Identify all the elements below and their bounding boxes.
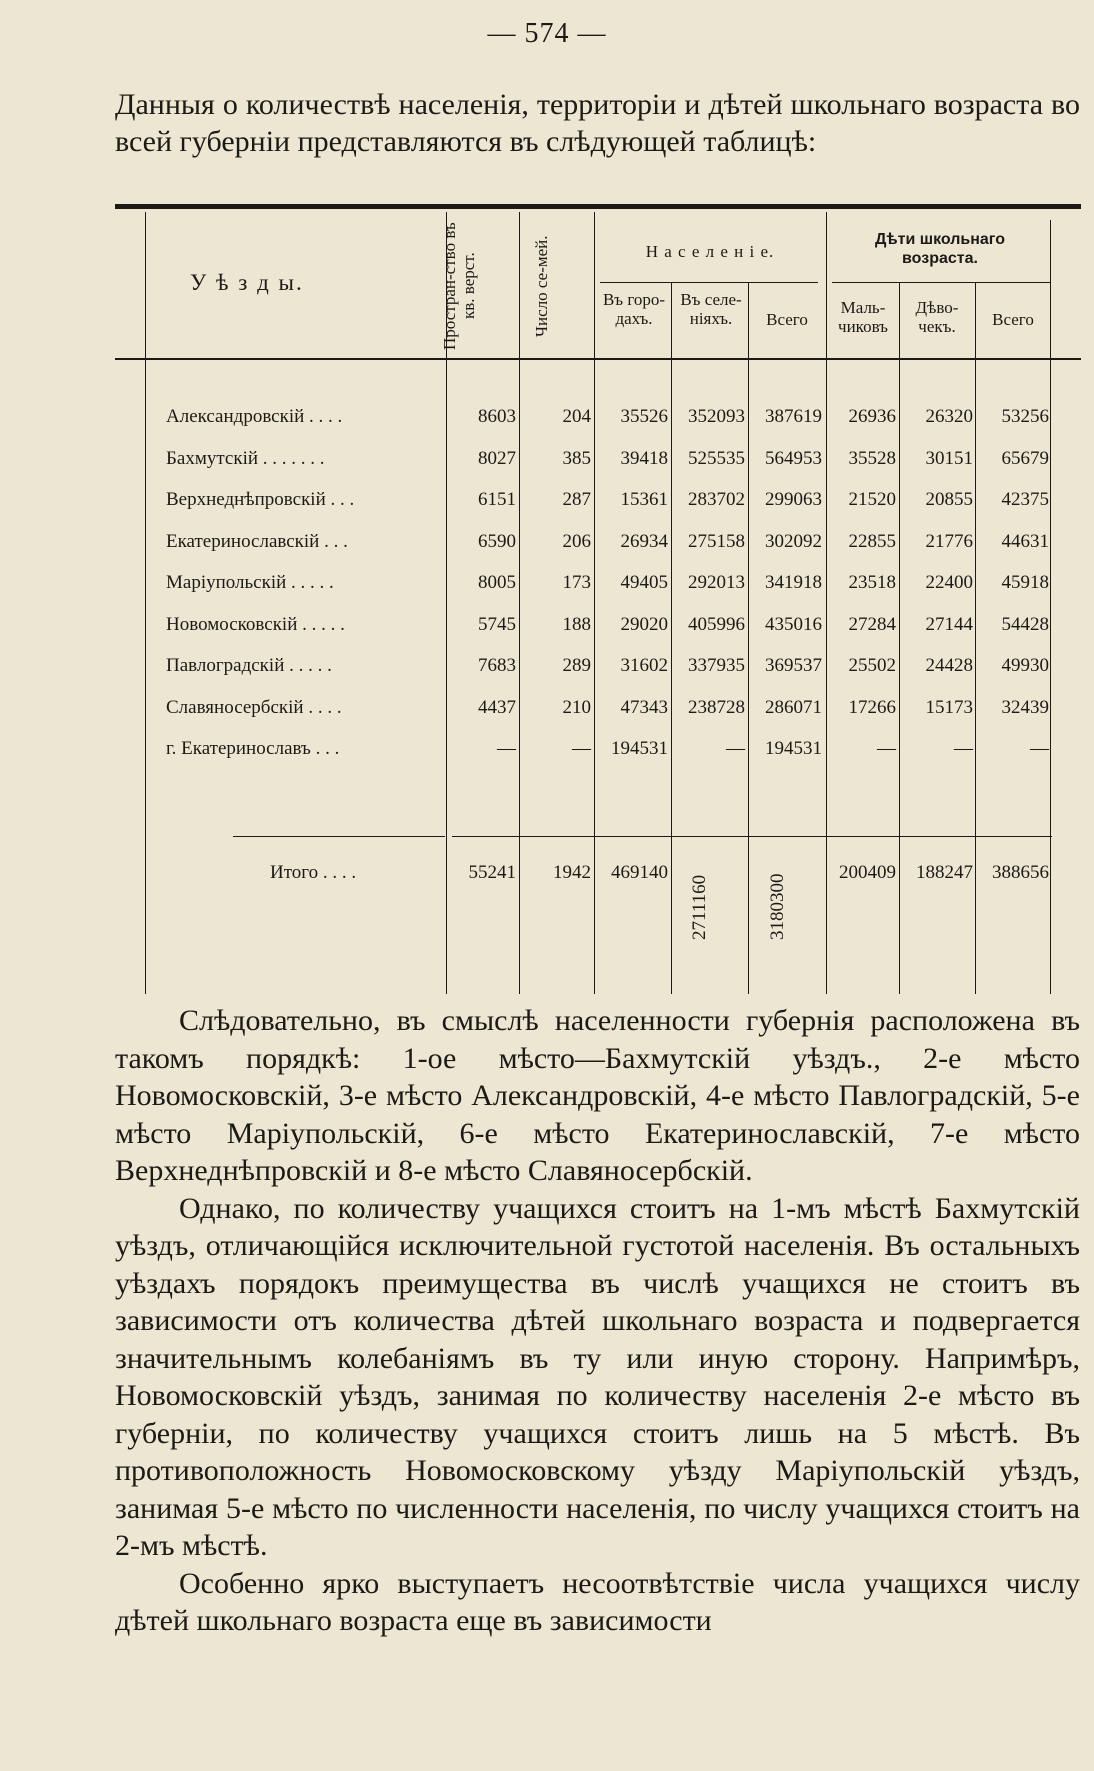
- cell-families: 287: [562, 489, 591, 510]
- cell-children-total: 44631: [1001, 531, 1049, 552]
- cell-area: 5745: [478, 614, 516, 635]
- cell-uezd-name: Новомосковскій . . . . .: [166, 614, 345, 635]
- cell-area: 6590: [478, 531, 516, 552]
- cell-families: 210: [562, 697, 591, 718]
- page-number: — 574 —: [487, 18, 607, 49]
- header-children-total: Всего: [992, 310, 1034, 329]
- total-girls: 188247: [916, 862, 973, 883]
- header-boys: Маль-чиковъ: [838, 298, 888, 336]
- cell-villages: 352093: [688, 406, 745, 427]
- header-girls: Дѣво-чекъ.: [915, 298, 959, 336]
- cell-children-total: 49930: [1001, 655, 1049, 676]
- cell-families: 204: [562, 406, 591, 427]
- cell-area: 7683: [478, 655, 516, 676]
- cell-cities: 26934: [620, 531, 668, 552]
- cell-villages: —: [726, 738, 745, 759]
- cell-villages: 405996: [688, 614, 745, 635]
- cell-uezd-name: Верхнеднѣпровскій . . .: [166, 489, 355, 510]
- cell-villages: 283702: [688, 489, 745, 510]
- cell-uezd-name: Бахмутскій . . . . . . .: [166, 448, 325, 469]
- header-area: Простран-ство въ кв. верст.: [440, 222, 478, 350]
- cell-villages: 337935: [688, 655, 745, 676]
- cell-families: 289: [562, 655, 591, 676]
- total-villages: 2711160: [689, 874, 710, 940]
- paragraph-1: Слѣдовательно, въ смыслѣ населенности губернія расположена въ такомъ порядкѣ: 1-ое мѣсто—Бахмутскій уѣздъ., 2-е мѣсто Новомосковскій, 3-е мѣсто Александровскій, 4-е мѣсто Павлоградскій, 5-е мѣсто Маріупольскій, 6-е мѣсто Екатеринославскій, 7-е мѣсто Верхнеднѣпровскій и 8-е мѣсто Славяносербскій.: [115, 1004, 1080, 1187]
- cell-boys: 23518: [848, 572, 896, 593]
- cell-population-total: 299063: [765, 489, 822, 510]
- cell-children-total: 32439: [1001, 697, 1049, 718]
- cell-girls: 21776: [925, 531, 973, 552]
- cell-uezd-name: Екатеринославскій . . .: [166, 531, 348, 552]
- cell-boys: 35528: [848, 448, 896, 469]
- cell-cities: 194531: [611, 738, 668, 759]
- total-boys: 200409: [839, 862, 896, 883]
- header-pop-cities: Въ горо-дахъ.: [602, 290, 666, 328]
- table-top-rule: [115, 204, 1081, 209]
- cell-boys: 26936: [848, 406, 896, 427]
- cell-girls: 22400: [925, 572, 973, 593]
- cell-boys: 27284: [848, 614, 896, 635]
- cell-area: —: [497, 738, 516, 759]
- cell-uezd-name: Александровскій . . . .: [166, 406, 343, 427]
- cell-girls: 26320: [925, 406, 973, 427]
- total-families: 1942: [553, 862, 591, 883]
- cell-uezd-name: Павлоградскій . . . . .: [166, 655, 332, 676]
- cell-population-total: 194531: [765, 738, 822, 759]
- cell-girls: 20855: [925, 489, 973, 510]
- total-label: Итого . . . .: [270, 862, 357, 883]
- cell-uezd-name: Маріупольскій . . . . .: [166, 572, 334, 593]
- cell-cities: 47343: [620, 697, 668, 718]
- cell-children-total: 42375: [1001, 489, 1049, 510]
- cell-families: 173: [562, 572, 591, 593]
- paragraph-2: Однако, по количеству учащихся стоитъ на 1-мъ мѣстѣ Бахмутскій уѣздъ, отличающійся исключительной густотой населенія. Въ остальныхъ уѣздахъ порядокъ преимущества въ числѣ учащихся не стоитъ въ зависимости отъ количества дѣтей школьнаго возраста и подвергается значительнымъ колебаніямъ въ ту или иную сторону. Напримѣръ, Новомосковскій уѣздъ, занимая по количеству населенія 2-е мѣсто въ губерніи, по количеству учащихся стоитъ лишь на 5 мѣстѣ. Въ противоположность Новомосковскому уѣзду Маріупольскій уѣздъ, занимая 5-е мѣсто по численности населенія, по числу учащихся стоитъ на 2-мъ мѣстѣ.: [115, 1191, 1080, 1562]
- cell-uezd-name: Славяносербскій . . . .: [166, 697, 342, 718]
- paragraph-3: Особенно ярко выступаетъ несоотвѣтствіе числа учащихся числу дѣтей школьнаго возраста еще въ зависимости: [115, 1566, 1080, 1637]
- cell-villages: 525535: [688, 448, 745, 469]
- cell-area: 4437: [478, 697, 516, 718]
- cell-families: —: [572, 738, 591, 759]
- cell-children-total: 65679: [1001, 448, 1049, 469]
- body-text: [115, 1002, 1080, 1640]
- cell-boys: —: [877, 738, 896, 759]
- intro-paragraph: Данныя о количествѣ населенія, территоріи и дѣтей школьнаго возраста во всей губерніи представляются въ слѣдующей таблицѣ:: [115, 88, 1080, 158]
- header-pop-total: Всего: [766, 310, 808, 329]
- cell-girls: 27144: [925, 614, 973, 635]
- cell-boys: 22855: [848, 531, 896, 552]
- cell-boys: 17266: [848, 697, 896, 718]
- cell-boys: 21520: [848, 489, 896, 510]
- cell-girls: 24428: [925, 655, 973, 676]
- cell-population-total: 302092: [765, 531, 822, 552]
- cell-boys: 25502: [848, 655, 896, 676]
- cell-cities: 31602: [620, 655, 668, 676]
- cell-area: 6151: [478, 489, 516, 510]
- header-families: Число се-мей.: [532, 235, 551, 337]
- cell-population-total: 286071: [765, 697, 822, 718]
- cell-cities: 39418: [620, 448, 668, 469]
- cell-cities: 35526: [620, 406, 668, 427]
- total-area: 55241: [468, 862, 516, 883]
- total-children: 388656: [992, 862, 1049, 883]
- cell-girls: 30151: [925, 448, 973, 469]
- cell-population-total: 341918: [765, 572, 822, 593]
- cell-population-total: 387619: [765, 406, 822, 427]
- header-population: Н а с е л е н і е.: [645, 242, 775, 261]
- cell-cities: 15361: [620, 489, 668, 510]
- cell-girls: —: [954, 738, 973, 759]
- cell-area: 8603: [478, 406, 516, 427]
- total-population: 3180300: [767, 873, 788, 941]
- cell-villages: 238728: [688, 697, 745, 718]
- cell-children-total: 45918: [1001, 572, 1049, 593]
- header-pop-villages: Въ селе-ніяхъ.: [680, 290, 742, 328]
- cell-families: 188: [562, 614, 591, 635]
- cell-cities: 49405: [620, 572, 668, 593]
- cell-uezd-name: г. Екатеринославъ . . .: [166, 738, 340, 759]
- header-children: Дѣти школьнаго возраста.: [874, 231, 1006, 267]
- cell-families: 385: [562, 448, 591, 469]
- cell-cities: 29020: [620, 614, 668, 635]
- cell-villages: 275158: [688, 531, 745, 552]
- cell-villages: 292013: [688, 572, 745, 593]
- cell-area: 8005: [478, 572, 516, 593]
- cell-population-total: 369537: [765, 655, 822, 676]
- cell-children-total: 54428: [1001, 614, 1049, 635]
- table-header-rule: [115, 358, 1081, 360]
- total-cities: 469140: [611, 862, 668, 883]
- cell-children-total: 53256: [1001, 406, 1049, 427]
- cell-families: 206: [562, 531, 591, 552]
- cell-population-total: 564953: [765, 448, 822, 469]
- cell-population-total: 435016: [765, 614, 822, 635]
- header-uezd: У ѣ з д ы.: [190, 270, 304, 295]
- cell-girls: 15173: [925, 697, 973, 718]
- cell-area: 8027: [478, 448, 516, 469]
- cell-children-total: —: [1030, 738, 1049, 759]
